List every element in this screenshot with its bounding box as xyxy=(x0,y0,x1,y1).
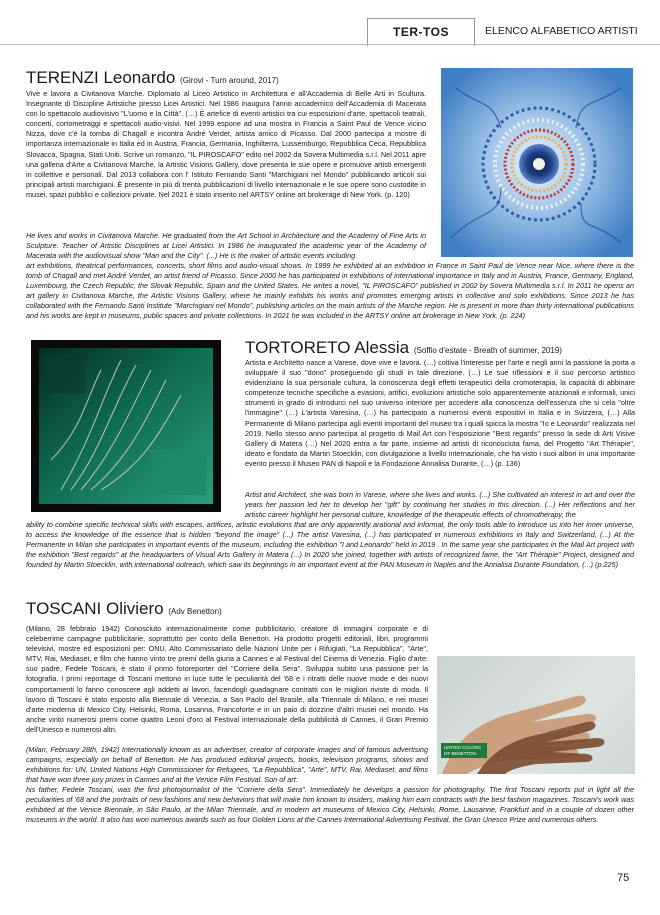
artwork-image-terenzi xyxy=(441,68,633,257)
artwork-title: (Girovi - Turn around, 2017) xyxy=(180,76,279,85)
section-label: TER-TOS xyxy=(367,18,475,46)
bio-english-toscani-part1: (Milan, February 28th, 1942) Internationally known as an advertiser, creator of corporate images and of famous advertising campaigns, especially on behalf of Benetton. He has produced editorial projects, books, television programs, shows and exhibitions for: UN, United Nations High Commissioner for Refugees, "La Repubblica", "Arte", MTV, Rai, Mediaset, and films that have won three jury prizes in Cannes and at the Venice Film Festival. Son of art: xyxy=(26,745,428,785)
bio-english-tortoreto-part1: Artist and Architect, she was born in Varese, where she lives and works. (...) She cultivated an interest in art and over the years her passion led her to develop her "gift" by continuing her studies in this direction. (...) Her reflections and her artistic career highlight her personal culture, knowledge of the therapeutic effects of chromotherapy, the xyxy=(245,490,635,520)
bio-italian-terenzi: Vive e lavora a Civitanova Marche. Diplomato al Liceo Artistico in Architettura e all'Accademia di Belle Arti in Scultura. Insegnante di Discipline Artistiche presso Licei Artistici. Nel 1986 inaugura l'anno accademico dell'Accademia di Macerata con lo spettacolo audiovisivo "L'uomo e la Città". (…) È artefice di eventi artistici tra cui esposizioni d'arte, spettacoli teatrali, concerti, cortometraggi e spettacoli audio-visivi. Nel 1999 espone ad una mostra in Francia a Saint Paul de Vence vicino Nizza, dove c'è la tomba di Chagall e incontra André Verdet, artista amico di Picasso. Dal 2000 partecipa a mostre di importanza internazionale in Italia ed in Austria, Francia, Germania, Inghilterra, Lussemburgo, Repubblica Ceca, Repubblica Slovacca, Spagna, Stati Uniti. Scrive un romanzo, "IL PIROSCAFO" edito nel 2002 da Sovera Multimedia s.r.l. Nel 2011 apre una galleria d'Arte a Civitanova Marche, la Artistic Visions Gallery, dove presenta le sue opere e promuove artisti emergenti in collettive e personali. Dal 2013 collabora con l' Istituto Fernando Santi "Marchigiani nel Mondo" pubblicando articoli sui principali artisti marchigiani. È presente in più di trenta pubblicazioni di livello internazionale e le sue opere sono custodite in musei, spazi pubblici e collezioni private. Nel 2021 è stato inserito nel ARTSY online art brokerage di New York. (p. 120) xyxy=(26,89,426,199)
artist-name: TOSCANI Oliviero xyxy=(26,599,164,618)
entry-title-terenzi xyxy=(26,68,279,88)
bio-italian-tortoreto: Artista e Architetto nasce a Varese, dove vive e lavora. (…) coltiva l'interesse per l'arte e negli anni la passione la porta a sviluppare il suo "dono" proseguendo gli studi in tale direzione. (…) Le sue riflessioni e il suo percorso artistico evidenziano la sua personale cultura, la conoscenza degli effetti terapeutici della cromoterapia, la capacità di abbinare competenze tecniche specifiche a evasioni, artifici, evoluzioni artistiche solo apparentemente arazionali e informali, unici strumenti in grado di introdurci nel suo universo interiore per accedere alla conoscenza dell'essenza che si cela "oltre l'immagine" (…) L'artista Varesina, (…) ha partecipato a numerosi eventi espositivi in Italia e in Svizzera, (…) Alla Permanente di Milano partecipa agli eventi importanti del museo tra i quali spicca la mostra "Io e Leonardo" realizzata nel 2019. Nello stesso anno partecipa al progetto di Mail Art con l'esposizione "Best regards" presso la sede di Arti Visive Gallery di Matera (…) Nel 2020 entra a far parte, insieme ad artisti di riconosciuta fama, del Progetto "Art Thérapie", ideato e fondato da Martin Stoecklin, con divulgazione a livello internazionale, che ha visto i suoi albori in una importante evento presso il Museo PAN di Napoli e la Fondazione Annalisa Durante, (…) (p. 136) xyxy=(245,358,635,468)
bio-italian-toscani: (Milano, 28 febbraio 1942) Conosciuto internazionalmente come pubblicitario, creatore di immagini corporate e di celeberrime campagne pubblicitarie, soprattutto per conto della Benetton. Ha prodotto progetti editoriali, libri, programmi televisivi, mostre ed esposizioni per: ONU, Alto Commissariato delle Nazioni Unite per i Rifugiati, "La Repubblica", "Arte", MTV, Rai, Mediaset, e film che hanno vinto tre premi della giuria a Cannes e al Festival del Cinema di Venezia. Figlio d'arte: suo padre, Fedele Toscani, è stato il primo fotoreporter del "Corriere della Sera". Sviluppa subito una passione per la fotografia. I primi reportage di Toscani mettono in luce tutte le peculiarità del '68 e i ritratti delle nuove mode e dei nuovi comportamenti lo fanno conoscere agli addetti ai lavori, facendogli guadagnare contratti con le migliori riviste di moda. Il lavoro di Toscani è stato esposto alla Biennale di Venezia, a San Paolo del Brasile, alla Triennale di Milano, e nei musei d'arte moderna di Mexico City, Helsinki, Roma, Losanna, Francoforte e in un paio di dozzine d'altri musei nel mondo. Ha anche vinto numerosi premi come quattro Leoni d'oro al Festival internazionale della pubblicità di Cannes, il Gran Premio dell'Unesco e numerosi altri. xyxy=(26,624,428,734)
artwork-image-tortoreto xyxy=(31,340,221,512)
running-title: ELENCO ALFABETICO ARTISTI xyxy=(485,25,638,37)
artwork-title: (Soffio d'estate - Breath of summer, 2019) xyxy=(413,346,562,355)
artist-name: TORTORETO Alessia xyxy=(245,338,410,357)
page-number: 75 xyxy=(617,872,630,884)
artwork-image-toscani xyxy=(437,656,635,774)
entry-title-toscani xyxy=(26,599,222,619)
bio-english-terenzi-part2: art exhibitions, theatrical performances, concerts, short films and audio-visual shows. In 1999 he exhibited at an exhibition in France in Saint Paul de Vence near Nice, where there is the tomb of Chagall and met André Verdet, an artist friend of Picasso. Since 2000 he has participated in exhibitions of international importance in Italy and in Austria, France, Germany, England, Luxembourg, the Czech Republic, the Slovak Republic, Spain and the United States. He writes a novel, "IL PIROSCAFO" published in 2002 by Sovera Multimedia s.r.l. In 2011 he opens an art gallery in Civitanova Marche, the Artistic Visions Gallery, where he mainly exhibits his works and promotes emerging artists in collective and solo exhibitions. Since 2013 he has collaborated with the Fernando Santi Institute "Marchigiani nel Mondo", publishing articles on the main artists of the Marche region. He is present in more than thirty international publications and his works are kept in museums, public spaces and private collections. In 2021 he was included in the ARTSY online art brokerage in New York. (p. 224) xyxy=(26,261,634,321)
benetton-caption: UNITED COLORS OF BENETTON. xyxy=(441,743,487,758)
bio-english-terenzi-part1: He lives and works in Civitanova Marche. He graduated from the Art School in Architecture and the Academy of Fine Arts in Sculpture. Teacher of Artistic Disciplines at Licei Artistici. In 1986 he inaugurated the academic year of the Academy of Macerata with the audiovisual show "Man and the City". (...) He is the maker of artistic events including xyxy=(26,231,426,261)
artwork-title: (Adv Benetton) xyxy=(168,607,222,616)
header-rule xyxy=(0,44,660,45)
bio-english-tortoreto-part2: ability to combine specific technical skills with escapes, artifices, artistic evolutions that are only apparently arational and informal, the only tools able to introduce us into her inner universe, to access the knowledge of the essence that is hidden "beyond the image" (...) The artist Varesina, (...) has participated in numerous exhibitions in Italy and Switzerland, (...) At the Permanente in Milan she participates in important events of the museum, including the exhibition "I and Leonardo" held in 2019 . In the same year she participates in the Mail Art project with the exhibition "Best regards" at the headquarters of Visual Arts Gallery in Matera (...) In 2020 she joined, together with artists of recognized fame, the "Art Thérapie" Project, designed and founded by Martin Stoecklin, with international outreach, which saw its beginnings in an important event at the PAN Museum in Naples and the Annalisa Durante Foundation, (...) (p.225) xyxy=(26,520,634,570)
bio-english-toscani-part2: his father, Fedele Toscani, was the first photojournalist of the "Corriere della Sera". Immediately he develops a passion for photography. The first Toscani reports put in light all the peculiarities of '68 and the portraits of new fashions and new behaviors that will make him known to insiders, making him earn contracts with the best fashion magazines. Toscani's work was exhibited at the Venice Biennale, in São Paulo, at the Milan Triennale, and in modern art museums of Mexico City, Helsinki, Rome, Lausanne, Frankfurt and in a couple of dozen other museums in the world. It also has won numerous awards such as four Golden Lions at the Cannes International Advertising Festival, the Gran Unesco Prize and numerous others. xyxy=(26,785,634,825)
entry-title-tortoreto xyxy=(245,338,562,358)
artist-name: TERENZI Leonardo xyxy=(26,68,176,87)
